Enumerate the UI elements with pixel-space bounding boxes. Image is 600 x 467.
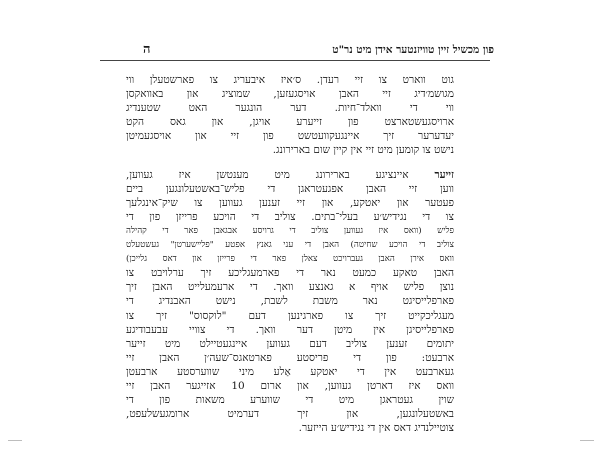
text-line: ווי די וואלד־חיות. דער הונגער האט שטענדיג [126,102,454,115]
text-line: נוצן פליש אויף א גאנצע וואך. די ארעמעלייט האבן זיך [126,281,454,294]
text-line: וואס אירן האבן געברויכט צאלן פאר די פרייזן און דאס גלייכן) [126,254,454,265]
text-line: צוטיילנדיג דאס אין די נגידיש׳ע הייזער. [298,422,454,435]
text-line: צו די נגידיש׳ע בעלי־בתים. צוליב די הויכע פרייזן פון די [126,210,454,223]
text-line: האבן טאקע כמעט נאר די פארמעגליכע זיך ערלויבט צו [126,267,454,280]
text-line: פארפלייסיגן אין מיטן דער וואך. די צוויי עבעבודיגע [126,323,454,336]
lead-word: זייער [434,168,454,181]
text-line: שוין געטראגן מיט די שווערע משאות פון די [126,394,454,407]
text-line: נישט צו קומען מיט זיי אין קיין שום בארירונג. [272,144,454,157]
header-rule [100,60,490,61]
scan-edge-mark [8,440,22,447]
text-line: יעדערער זיך איינגעקוועטשט פון זיי און אויסגעמיטן [126,130,454,143]
text-line: מעגליכקייט זיך צו פארגינען דעם "לוקסוס" זיך צו [126,309,454,322]
text-line: ווען זיי האבן אפגעטראגן די פליש־באשטעלונגען ביים [126,182,454,195]
paragraph-1 [126,73,454,158]
text-line: פארפלייסיגט נאר משבת לשבת, נישט האבנדיג די [126,295,454,308]
text-line: מגושמ׳דיג זיי האבן אויסגעזען, שמוציג און באוואקסן [126,88,454,101]
first-line-rest: איינציגע בארירונג מיט מענטשן איז געווען, [126,168,435,181]
page-number: ה [143,42,151,57]
text-line-first [126,168,454,182]
scan-edge-mark [580,440,594,447]
text-line: ארויסגעשטארצט פון זייערע אויגן, און גאס הקט [126,116,454,129]
text-line: באשטעלונגען, און זיך דערמיט ארומגעשלעפט, [126,408,454,421]
text-line: ארבעט: פון די פריסטע פארטאגס־שעה׳ן האבן זיי [126,351,454,364]
text-line: פעטער און יאטקע, און זיי זענען געווען צו שיק־אינגלעך [126,196,454,209]
text-line: צוליב די הויכע שחיטה) האבן די עני גאנץ אפטע "פלײשערטן" געשטעלט [126,240,454,251]
body-text [126,73,454,435]
text-line: געארבעט אין די יאטקע אַלע מיני שווערסטע ארבעטן [126,365,454,378]
paragraph-gap [126,158,454,168]
text-line: יתומים זענען צוליב דעם געווען איינגעטיילט מיט זייער [126,337,454,350]
text-line: גוט ווארט צו זיי רעדן. ס׳איז איבעריג צו פארשטעלן ווי [126,74,454,86]
running-header-title: פון מכשיל זיין טוויזנטער אידן מיט נר"ט [332,44,494,56]
text-line: פליש (וואס איז געווען צוליב די גרויסע אבגאבן פאר די קהילה [126,225,454,236]
paragraph-2 [126,168,454,436]
text-line: וואס איז דארטן געווען, און ארום 10 אזייגער האבן זיי [126,379,454,392]
